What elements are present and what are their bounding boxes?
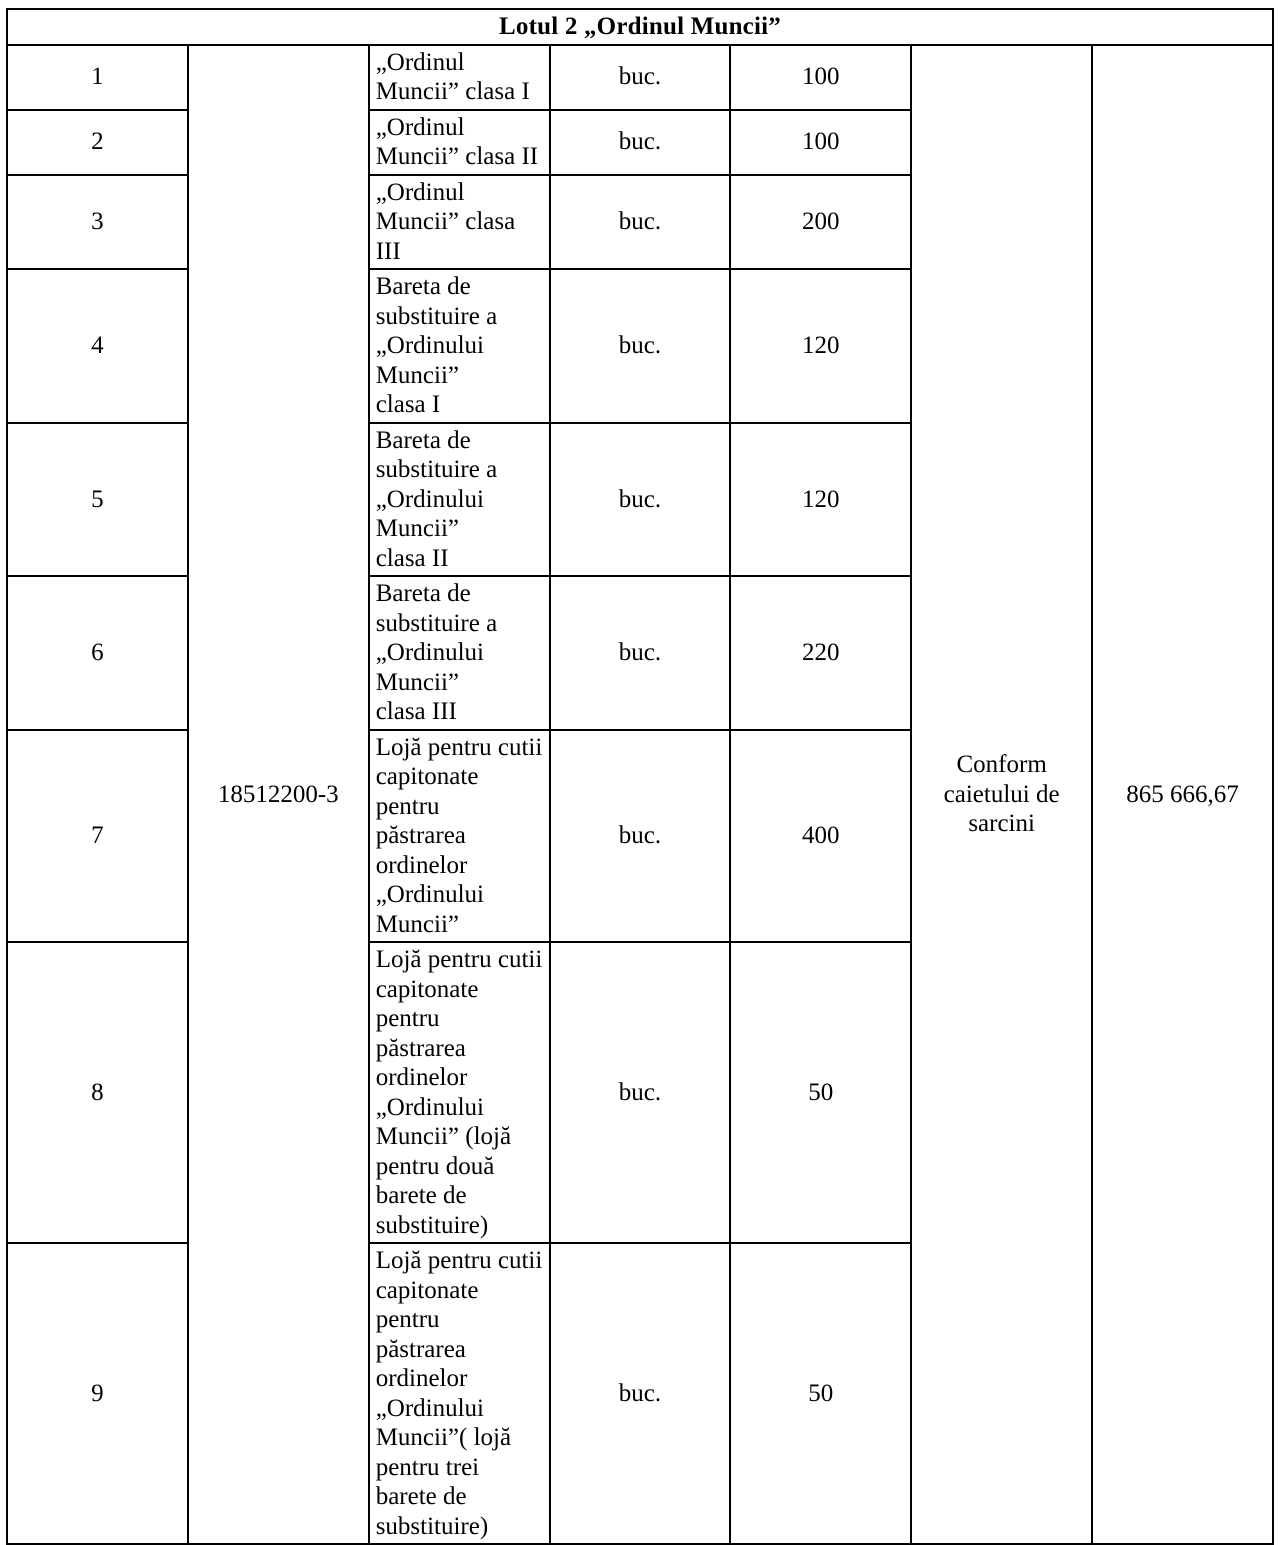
- row-quantity: 50: [730, 942, 911, 1243]
- description-line: Muncii”( lojă pentru trei barete de: [375, 1424, 512, 1510]
- row-number: 8: [7, 942, 188, 1243]
- description-line: păstrarea ordinelor „Ordinului: [375, 1034, 485, 1121]
- row-number: 3: [7, 175, 188, 270]
- row-description: [369, 730, 550, 943]
- description-line: Muncii”: [375, 515, 460, 542]
- row-quantity: 120: [730, 423, 911, 577]
- row-description: [369, 423, 550, 577]
- lot-title: Lotul 2 „Ordinul Muncii”: [7, 9, 1273, 45]
- description-line: Muncii” (lojă pentru două barete de: [375, 1123, 512, 1209]
- total-price: 865 666,67: [1092, 45, 1273, 1545]
- conditions-line: Conform: [956, 751, 1047, 778]
- description-line: Bareta de substituire a „Ordinului: [375, 426, 498, 513]
- description-line: Lojă pentru cutii capitonate pentru: [375, 1247, 543, 1333]
- description-line: Lojă pentru cutii capitonate pentru: [375, 733, 543, 820]
- description-line: clasa III: [375, 698, 457, 725]
- table-title-row: [7, 9, 1273, 45]
- description-line: Bareta de substituire a „Ordinului: [375, 580, 498, 666]
- description-line: Lojă pentru cutii capitonate pentru: [375, 946, 543, 1032]
- row-quantity: 120: [730, 269, 911, 423]
- description-line: substituire): [375, 1512, 489, 1540]
- row-quantity: 50: [730, 1243, 911, 1544]
- description-line: Bareta de substituire a „Ordinului: [375, 273, 498, 359]
- conditions-line: caietului de: [943, 780, 1060, 808]
- row-number: 2: [7, 110, 188, 175]
- lot-specification-table: [6, 8, 1274, 1545]
- row-quantity: 100: [730, 110, 911, 175]
- row-description: [369, 942, 550, 1243]
- row-unit: buc.: [550, 730, 731, 943]
- row-quantity: 220: [730, 576, 911, 730]
- description-line: clasa II: [375, 544, 449, 572]
- row-unit: buc.: [550, 1243, 731, 1544]
- description-line: „Ordinul Muncii” clasa III: [375, 178, 516, 265]
- row-number: 5: [7, 423, 188, 577]
- description-line: păstrarea ordinelor „Ordinului: [375, 822, 485, 908]
- row-unit: buc.: [550, 269, 731, 423]
- row-quantity: 100: [730, 45, 911, 110]
- row-quantity: 200: [730, 175, 911, 270]
- row-number: 4: [7, 269, 188, 423]
- description-line: Muncii”: [375, 668, 460, 696]
- row-description: [369, 269, 550, 423]
- conditions-line: sarcini: [968, 810, 1035, 837]
- row-number: 1: [7, 45, 188, 110]
- description-line: substituire): [375, 1211, 489, 1239]
- row-number: 6: [7, 576, 188, 730]
- description-line: „Ordinul Muncii” clasa II: [375, 113, 539, 170]
- cpv-code: 18512200-3: [188, 45, 369, 1545]
- row-number: 7: [7, 730, 188, 943]
- row-description: [369, 576, 550, 730]
- row-description: [369, 1243, 550, 1544]
- description-line: păstrarea ordinelor „Ordinului: [375, 1335, 485, 1422]
- row-unit: buc.: [550, 423, 731, 577]
- row-unit: buc.: [550, 175, 731, 270]
- table-row: [7, 45, 1273, 110]
- description-line: „Ordinul Muncii” clasa I: [375, 48, 530, 105]
- description-line: Muncii”: [375, 910, 460, 938]
- row-number: 9: [7, 1243, 188, 1544]
- description-line: Muncii”: [375, 361, 460, 389]
- row-unit: buc.: [550, 576, 731, 730]
- description-line: clasa I: [375, 391, 441, 418]
- row-unit: buc.: [550, 110, 731, 175]
- row-description: [369, 110, 550, 175]
- row-description: [369, 175, 550, 270]
- row-unit: buc.: [550, 942, 731, 1243]
- row-quantity: 400: [730, 730, 911, 943]
- row-unit: buc.: [550, 45, 731, 110]
- conditions-cell: [911, 45, 1092, 1545]
- row-description: [369, 45, 550, 110]
